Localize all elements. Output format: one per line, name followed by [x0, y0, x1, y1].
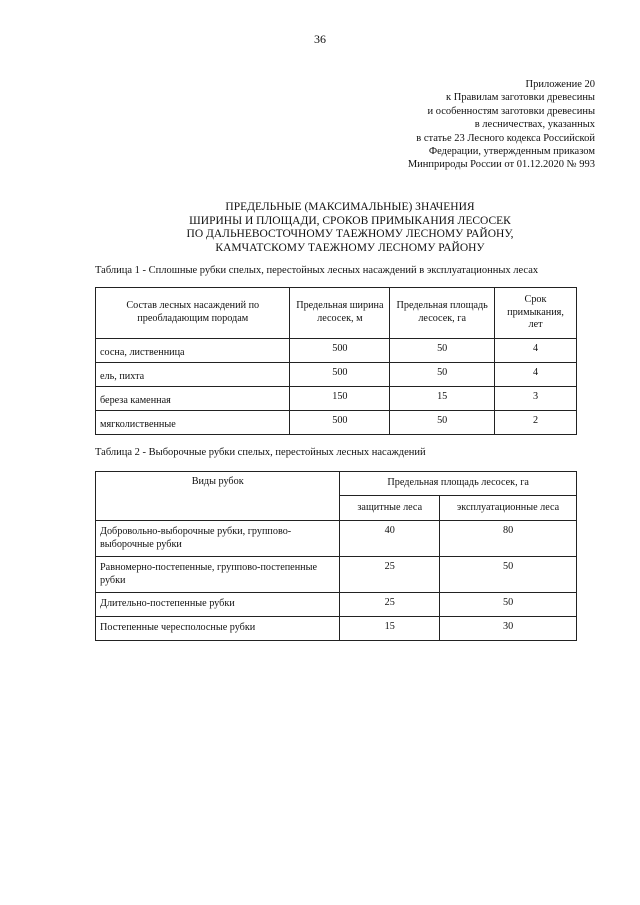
table1-cell-area: 50: [390, 339, 495, 363]
table2-header-type: Виды рубок: [96, 472, 340, 521]
title-line: КАМЧАТСКОМУ ТАЕЖНОМУ ЛЕСНОМУ РАЙОНУ: [215, 241, 485, 254]
annex-line: в статье 23 Лесного кодекса Российской: [416, 132, 595, 144]
table1-cell-species: мягколиственные: [96, 411, 290, 435]
table2-cell-type: Равномерно-постепенные, группово-постепенные рубки: [96, 557, 340, 593]
table1-cell-area: 50: [390, 411, 495, 435]
table2-cell-exploitation: 50: [440, 557, 577, 593]
table-row: [96, 593, 577, 617]
table1-cell-width: 500: [290, 339, 390, 363]
table2-header-protective: защитные леса: [340, 496, 440, 521]
title-line: ПРЕДЕЛЬНЫЕ (МАКСИМАЛЬНЫЕ) ЗНАЧЕНИЯ: [225, 201, 475, 213]
annex-line: к Правилам заготовки древесины: [446, 92, 595, 104]
table2-header-exploitation: эксплуатационные леса: [440, 496, 577, 521]
title-line: ШИРИНЫ И ПЛОЩАДИ, СРОКОВ ПРИМЫКАНИЯ ЛЕСОСЕК: [189, 214, 511, 227]
table2-cell-protective: 25: [340, 593, 440, 617]
table2-header-area-group: Предельная площадь лесосек, га: [340, 472, 577, 496]
table-clear-cuttings: [95, 287, 577, 435]
annex-line: Приложение 20: [525, 79, 595, 90]
table1-cell-term: 2: [495, 411, 577, 435]
title-line: ПО ДАЛЬНЕВОСТОЧНОМУ ТАЕЖНОМУ ЛЕСНОМУ РАЙОНУ,: [186, 228, 514, 240]
table1-header-width: Предельная ширина лесосек, м: [290, 288, 390, 339]
table-row: [96, 363, 577, 387]
annex-line: Минприроды России от 01.12.2020 № 993: [407, 159, 595, 171]
table1-cell-term: 4: [495, 339, 577, 363]
table1-header-area: Предельная площадь лесосек, га: [390, 288, 495, 339]
table1-cell-species: береза каменная: [96, 387, 290, 411]
table2-cell-protective: 25: [340, 557, 440, 593]
annex-line: в лесничествах, указанных: [474, 119, 595, 131]
table-selective-cuttings: [95, 471, 577, 641]
page-number: 36: [314, 32, 326, 46]
table1-caption: Таблица 1 - Сплошные рубки спелых, перестойных лесных насаждений в эксплуатационных лесах: [95, 265, 539, 276]
table1-cell-area: 15: [390, 387, 495, 411]
table1-cell-area: 50: [390, 363, 495, 387]
table-row: [96, 521, 577, 557]
table-row: [96, 339, 577, 363]
table2-cell-type: Постепенные чересполосные рубки: [96, 617, 340, 641]
table1-cell-species: ель, пихта: [96, 363, 290, 387]
table2-cell-type: Добровольно-выборочные рубки, группово-выборочные рубки: [96, 521, 340, 557]
table1-header-composition: Состав лесных насаждений по преобладающим породам: [96, 288, 290, 339]
table2-cell-exploitation: 80: [440, 521, 577, 557]
table-row: [96, 387, 577, 411]
annex-line: Федерации, утвержденным приказом: [428, 146, 595, 158]
table-row: [96, 617, 577, 641]
table-row: [96, 411, 577, 435]
table1-cell-width: 500: [290, 363, 390, 387]
table-header-row: [96, 472, 577, 496]
table1-cell-term: 4: [495, 363, 577, 387]
annex-block: [295, 78, 595, 172]
table1-cell-term: 3: [495, 387, 577, 411]
table-row: [96, 557, 577, 593]
table2-cell-exploitation: 50: [440, 593, 577, 617]
table1-cell-width: 500: [290, 411, 390, 435]
annex-line: и особенностям заготовки древесины: [427, 105, 595, 117]
table2-caption: Таблица 2 - Выборочные рубки спелых, перестойных лесных насаждений: [95, 447, 426, 458]
table2-cell-protective: 15: [340, 617, 440, 641]
table-header-row: [96, 288, 577, 339]
table1-cell-width: 150: [290, 387, 390, 411]
document-title: [130, 201, 570, 255]
table2-cell-exploitation: 30: [440, 617, 577, 641]
table2-cell-type: Длительно-постепенные рубки: [96, 593, 340, 617]
table1-cell-species: сосна, лиственница: [96, 339, 290, 363]
table2-cell-protective: 40: [340, 521, 440, 557]
table1-header-term: Срок примыкания, лет: [495, 288, 577, 339]
